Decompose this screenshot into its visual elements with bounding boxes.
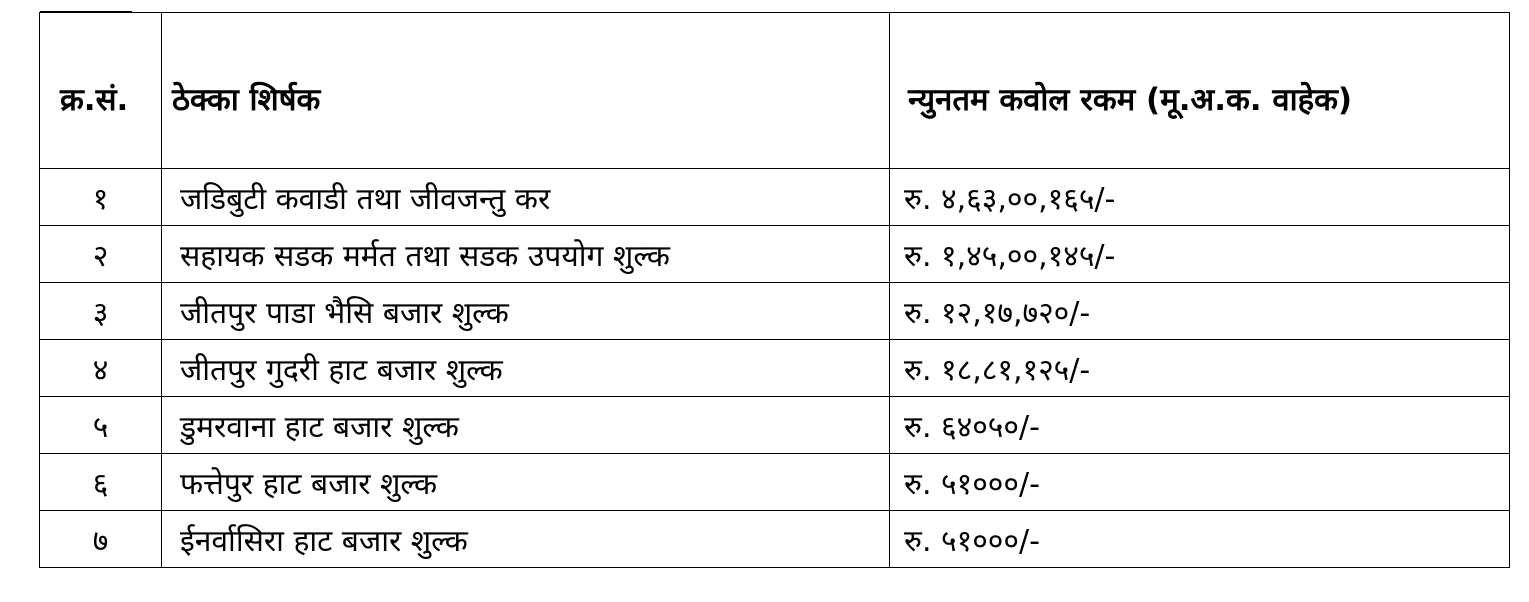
row-serial-number: ७	[40, 511, 162, 568]
table-row	[40, 283, 1510, 340]
row-contract-title: डुमरवाना हाट बजार शुल्क	[162, 397, 890, 454]
table-header-row	[40, 13, 1510, 169]
row-serial-number: ३	[40, 283, 162, 340]
row-contract-title: ईनर्वासिरा हाट बजार शुल्क	[162, 511, 890, 568]
row-contract-title: जीतपुर गुदरी हाट बजार शुल्क	[162, 340, 890, 397]
row-serial-number: ४	[40, 340, 162, 397]
row-bid-amount: रु. १२,१७,७२०/-	[890, 283, 1510, 340]
row-bid-amount: रु. ६४०५०/-	[890, 397, 1510, 454]
row-bid-amount: रु. ५१०००/-	[890, 454, 1510, 511]
header-contract-title: ठेक्का शिर्षक	[162, 13, 890, 169]
row-bid-amount: रु. ४,६३,००,१६५/-	[890, 169, 1510, 226]
row-bid-amount: रु. १८,८१,१२५/-	[890, 340, 1510, 397]
table-row	[40, 454, 1510, 511]
table-row	[40, 340, 1510, 397]
row-serial-number: ६	[40, 454, 162, 511]
row-serial-number: १	[40, 169, 162, 226]
row-bid-amount: रु. ५१०००/-	[890, 511, 1510, 568]
row-contract-title: जडिबुटी कवाडी तथा जीवजन्तु कर	[162, 169, 890, 226]
table-row	[40, 169, 1510, 226]
row-serial-number: २	[40, 226, 162, 283]
contract-bid-table	[39, 12, 1510, 568]
row-contract-title: सहायक सडक मर्मत तथा सडक उपयोग शुल्क	[162, 226, 890, 283]
table-row	[40, 511, 1510, 568]
table-row	[40, 226, 1510, 283]
row-serial-number: ५	[40, 397, 162, 454]
header-minimum-bid-amount: न्युनतम कवोल रकम (मू.अ.क. वाहेक)	[890, 13, 1510, 169]
row-contract-title: फत्तेपुर हाट बजार शुल्क	[162, 454, 890, 511]
table-row	[40, 397, 1510, 454]
header-serial-number: क्र.सं.	[40, 13, 162, 169]
row-bid-amount: रु. १,४५,००,१४५/-	[890, 226, 1510, 283]
row-contract-title: जीतपुर पाडा भैसि बजार शुल्क	[162, 283, 890, 340]
